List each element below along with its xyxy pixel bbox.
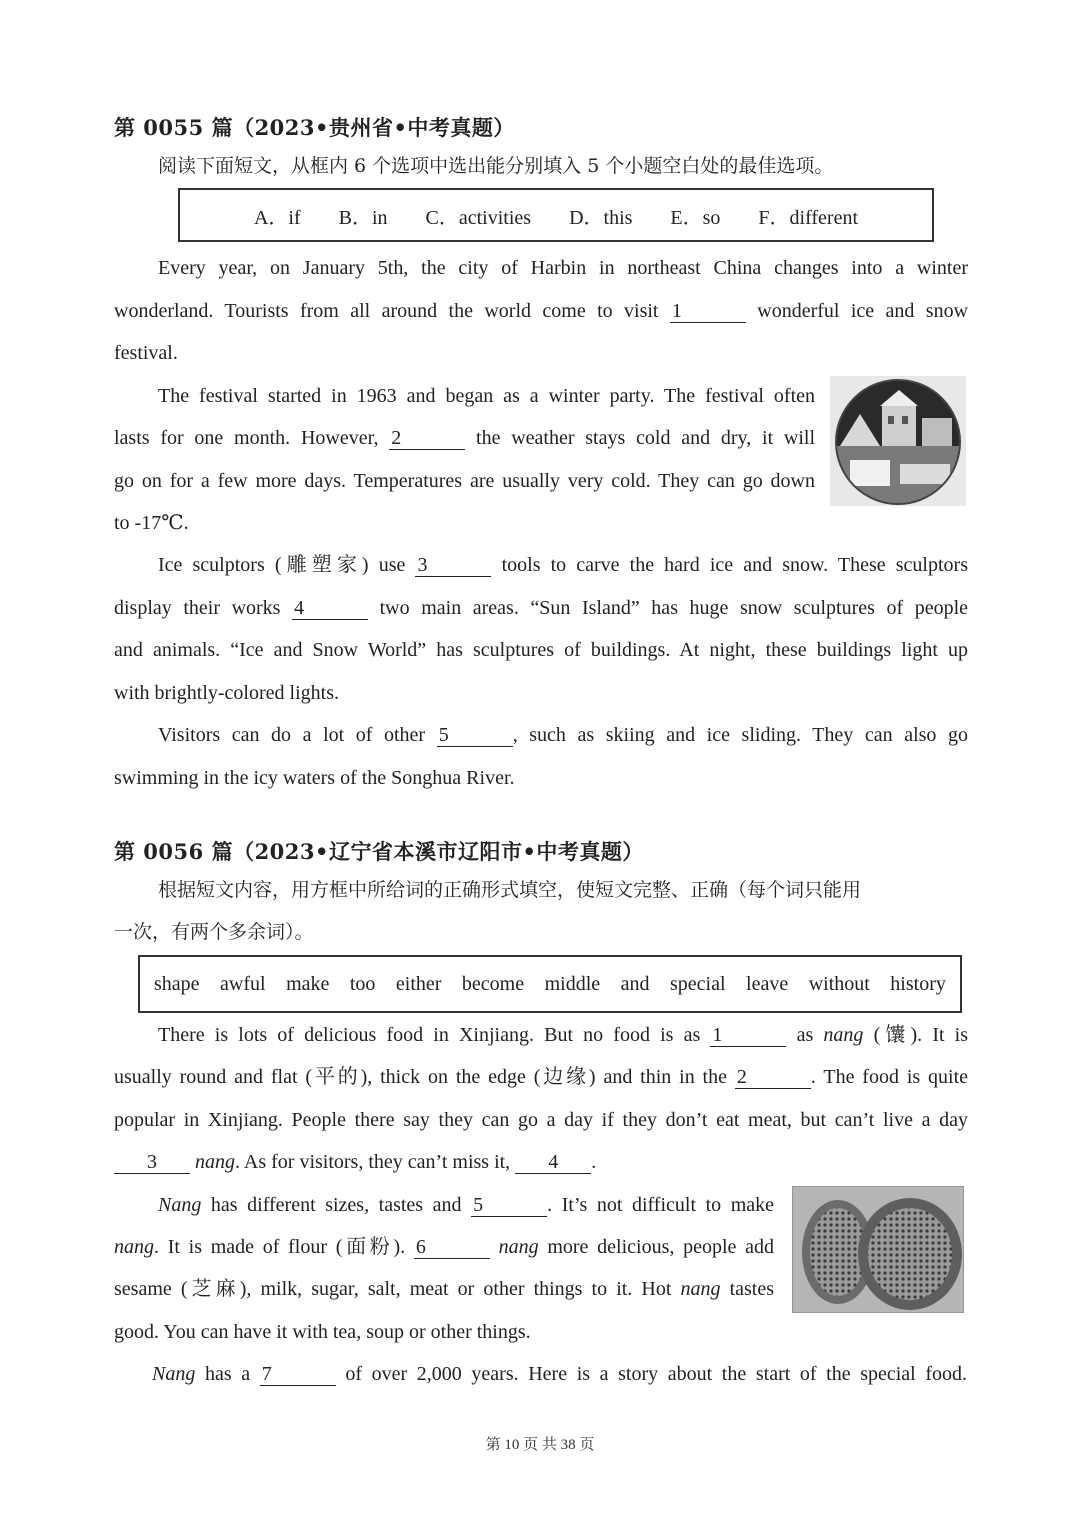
word: awful <box>220 972 266 995</box>
word: history <box>890 972 946 995</box>
paragraph-line: 3 nang. As for visitors, they can’t miss it, 4 . <box>114 1141 968 1183</box>
paragraph-line: Visitors can do a lot of other 5 , such as skiing and ice sliding. They can also go <box>158 724 969 746</box>
paragraph-line: swimming in the icy waters of the Songhua River. <box>114 767 515 789</box>
paragraph-line: go on for a few more days. Temperatures are usually very cold. They can go down <box>114 470 815 492</box>
blank-7: 7 <box>260 1363 336 1386</box>
section-0056-heading: 第 0056 篇（2023•辽宁省本溪市辽阳市•中考真题） <box>114 839 644 864</box>
paragraph-line: usually round and flat (平的), thick on the edge (边缘) and thin in the 2 . The food is quite <box>114 1066 968 1088</box>
blank-4: 4 <box>515 1151 591 1174</box>
blank-5: 5 <box>437 724 513 747</box>
paragraph-line: festival. <box>114 342 178 364</box>
option-e: E．so <box>670 206 721 229</box>
paragraph-line: popular in Xinjiang. People there say they can go a day if they don’t eat meat, but can’t live a day <box>114 1109 968 1131</box>
word: make <box>286 972 330 995</box>
word: special <box>670 972 726 995</box>
blank-4: 4 <box>292 597 368 620</box>
option-c: C．activities <box>425 206 532 229</box>
section-0055-heading: 第 0055 篇（2023•贵州省•中考真题） <box>114 115 515 140</box>
paragraph-line: sesame (芝麻), milk, sugar, salt, meat or other things to it. Hot nang tastes <box>114 1278 775 1300</box>
word: without <box>808 972 870 995</box>
word-bank-box <box>138 955 962 1013</box>
blank-3: 3 <box>415 554 491 577</box>
blank-1: 1 <box>670 300 746 323</box>
paragraph-line: Nang has different sizes, tastes and 5 . It’s not difficult to make <box>158 1194 775 1216</box>
paragraph-line: Nang has a 7 of over 2,000 years. Here is a story about the start of the special food. <box>152 1363 968 1385</box>
paragraph-line: nang. It is made of flour (面粉). 6 nang more delicious, people add <box>114 1236 774 1258</box>
blank-2: 2 <box>735 1066 811 1089</box>
harbin-ice-festival-image <box>830 376 966 506</box>
option-d: D．this <box>569 206 633 229</box>
nang-bread-image <box>792 1186 964 1313</box>
word: and <box>620 972 650 995</box>
option-f: F．different <box>758 206 859 229</box>
blank-2: 2 <box>389 427 465 450</box>
word: too <box>349 972 376 995</box>
word: either <box>395 972 442 995</box>
paragraph-line: display their works 4 two main areas. “Sun Island” has huge snow sculptures of people <box>114 597 969 619</box>
blank-1: 1 <box>710 1024 786 1047</box>
paragraph-line: The festival started in 1963 and began as a winter party. The festival often <box>158 385 815 407</box>
section-0056-instruction: 根据短文内容，用方框中所给词的正确形式填空，使短文完整、正确（每个词只能用 <box>158 879 862 901</box>
options-box <box>178 188 934 242</box>
blank-3: 3 <box>114 1151 190 1174</box>
word: middle <box>544 972 601 995</box>
option-a: A．if <box>253 206 301 229</box>
word: shape <box>154 972 200 995</box>
blank-6: 6 <box>414 1236 490 1259</box>
section-0056-instruction-cont: 一次，有两个多余词）。 <box>114 921 314 943</box>
word: become <box>461 972 525 995</box>
section-0055-instruction: 阅读下面短文，从框内 6 个选项中选出能分别填入 5 个小题空白处的最佳选项。 <box>158 155 834 177</box>
paragraph-line: There is lots of delicious food in Xinjiang. But no food is as 1 as nang (馕). It is <box>158 1024 969 1046</box>
paragraph-line: lasts for one month. However, 2 the weather stays cold and dry, it will <box>114 427 816 449</box>
blank-5: 5 <box>471 1194 547 1217</box>
paragraph-line: with brightly-colored lights. <box>114 682 339 704</box>
paragraph-line: to -17℃. <box>114 512 189 534</box>
page-footer: 第 10 页 共 38 页 <box>485 1437 595 1453</box>
paragraph-line: wonderland. Tourists from all around the world come to visit 1 wonderful ice and snow <box>114 300 969 322</box>
paragraph-line: and animals. “Ice and Snow World” has sculptures of buildings. At night, these buildings light up <box>114 639 968 661</box>
paragraph-line: Ice sculptors (雕塑家) use 3 tools to carve the hard ice and snow. These sculptors <box>158 554 968 576</box>
word: leave <box>746 972 789 995</box>
paragraph-line: good. You can have it with tea, soup or other things. <box>114 1321 531 1343</box>
paragraph-line: Every year, on January 5th, the city of Harbin in northeast China changes into a winter <box>158 257 968 279</box>
option-b: B．in <box>338 206 388 229</box>
